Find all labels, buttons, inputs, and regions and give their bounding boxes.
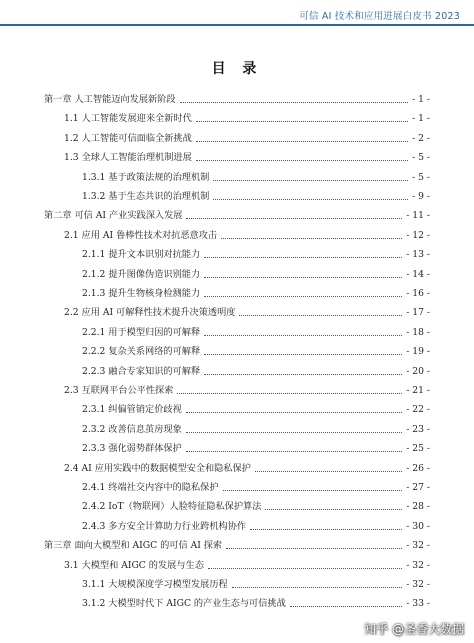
- watermark: 知乎 @圣香大数据: [364, 622, 464, 636]
- toc-entry[interactable]: [0, 556, 474, 572]
- toc-entry-label: 2.1.2 提升图像伪造识别能力: [82, 268, 201, 280]
- toc-entry[interactable]: [0, 187, 474, 203]
- toc-entry-page: - 32 -: [406, 559, 430, 571]
- toc-leader-dots: [177, 392, 402, 394]
- toc-entry[interactable]: [0, 497, 474, 513]
- toc-leader-dots: [232, 586, 403, 588]
- toc-leader-dots: [290, 605, 402, 607]
- toc-entry[interactable]: [0, 245, 474, 261]
- toc-entry[interactable]: [0, 439, 474, 455]
- toc-entry[interactable]: [0, 323, 474, 339]
- toc-entry-page: - 17 -: [406, 307, 430, 319]
- toc-entry-label: 2.1 应用 AI 鲁棒性技术对抗恶意攻击: [64, 229, 218, 241]
- toc-entry-page: - 18 -: [406, 326, 430, 338]
- toc-entry-label: 第三章 面向大模型和 AIGC 的可信 AI 探索: [44, 540, 223, 552]
- toc-entry-page: - 33 -: [406, 598, 430, 610]
- toc-entry[interactable]: [0, 206, 474, 222]
- toc-leader-dots: [186, 411, 402, 413]
- toc-entry[interactable]: [0, 342, 474, 358]
- toc-leader-dots: [186, 217, 402, 219]
- toc-entry-label: 第一章 人工智能迈向发展新阶段: [44, 94, 176, 105]
- toc-leader-dots: [213, 179, 408, 181]
- toc-entry[interactable]: [0, 129, 474, 145]
- toc-entry[interactable]: [0, 90, 474, 106]
- toc-entry-label: 2.1.3 提升生物核身检测能力: [82, 288, 201, 299]
- toc-entry-label: 3.1 大模型和 AIGC 的发展与生态: [64, 559, 204, 571]
- toc-entry-page: - 5 -: [412, 171, 430, 183]
- toc-entry-page: - 13 -: [406, 249, 430, 261]
- toc-entry-page: - 14 -: [406, 268, 430, 280]
- toc-entry-label: 2.4.3 多方安全计算助力行业跨机构协作: [82, 520, 247, 532]
- toc-entry-label: 2.2.3 融合专家知识的可解释: [82, 365, 201, 377]
- toc-leader-dots: [204, 353, 402, 355]
- toc-entry-page: - 19 -: [406, 346, 430, 358]
- toc-leader-dots: [208, 567, 402, 569]
- toc-leader-dots: [221, 237, 402, 239]
- toc-entry-label: 第二章 可信 AI 产业实践深入发展: [44, 210, 183, 222]
- toc-entry-page: - 20 -: [406, 365, 430, 377]
- toc-entry-label: 2.4.2 IoT（物联网）人脸特征隐私保护算法: [82, 501, 262, 513]
- toc-entry-page: - 5 -: [412, 152, 430, 164]
- toc-entry[interactable]: [0, 109, 474, 125]
- toc-entry-page: - 2 -: [412, 132, 430, 144]
- toc-entry-label: 2.3.3 强化弱势群体保护: [82, 443, 182, 455]
- toc-leader-dots: [239, 314, 402, 316]
- toc-entry[interactable]: [0, 381, 474, 397]
- toc-entry-page: - 21 -: [406, 385, 430, 396]
- toc-entry-page: - 28 -: [406, 501, 430, 513]
- toc-entry-page: - 23 -: [406, 423, 430, 435]
- toc-entry[interactable]: [0, 303, 474, 319]
- toc-entry-label: 2.4.1 终端社交内容中的隐私保护: [82, 482, 219, 493]
- toc-entry[interactable]: [0, 459, 474, 475]
- toc-entry[interactable]: [0, 594, 474, 610]
- toc-entry[interactable]: [0, 284, 474, 300]
- toc-leader-dots: [250, 528, 402, 530]
- toc-leader-dots: [180, 101, 409, 103]
- toc-entry-label: 1.3 全球人工智能治理机制进展: [64, 152, 192, 164]
- toc-entry[interactable]: [0, 168, 474, 184]
- toc-entry-label: 2.3.2 改善信息茧房现象: [82, 423, 182, 435]
- toc-leader-dots: [255, 470, 402, 472]
- toc-leader-dots: [213, 198, 408, 200]
- toc-entry[interactable]: [0, 420, 474, 436]
- toc-leader-dots: [196, 140, 408, 142]
- toc-entry-label: 2.2 应用 AI 可解释性技术提升决策透明度: [64, 307, 236, 319]
- toc-entry-page: - 16 -: [406, 288, 430, 299]
- toc-entry-page: - 30 -: [406, 520, 430, 532]
- header-divider: [0, 24, 474, 26]
- toc-entry[interactable]: [0, 362, 474, 378]
- toc-entry[interactable]: [0, 536, 474, 552]
- toc-entry-page: - 9 -: [412, 191, 430, 202]
- toc-entry-label: 2.3 互联网平台公平性探索: [64, 385, 174, 396]
- toc-entry-label: 2.4 AI 应用实践中的数据模型安全和隐私保护: [64, 462, 251, 474]
- toc-entry-label: 1.3.2 基于生态共识的治理机制: [82, 191, 210, 202]
- toc-entry-page: - 32 -: [406, 540, 430, 552]
- toc-leader-dots: [204, 334, 402, 336]
- toc-leader-dots: [196, 120, 408, 122]
- page-header: [0, 0, 474, 26]
- toc-entry-label: 2.3.1 纠偏管销定价歧视: [82, 404, 182, 416]
- toc-entry[interactable]: [0, 226, 474, 242]
- toc-entry-page: - 25 -: [406, 443, 430, 455]
- header-title: 可信 AI 技术和应用进展白皮书 2023: [299, 11, 460, 22]
- toc-entry-label: 1.1 人工智能发展迎来全新时代: [64, 113, 192, 125]
- toc-entry-page: - 22 -: [406, 404, 430, 416]
- toc-entry-page: - 12 -: [406, 229, 430, 241]
- toc-entry-page: - 11 -: [406, 210, 430, 222]
- toc-leader-dots: [223, 489, 403, 491]
- toc-leader-dots: [204, 276, 402, 278]
- toc-entry-page: - 26 -: [406, 462, 430, 474]
- toc-entry-label: 1.2 人工智能可信面临全新挑战: [64, 132, 192, 144]
- toc-entry-page: - 32 -: [406, 579, 430, 590]
- toc-entry[interactable]: [0, 265, 474, 281]
- page-title: 目 录: [211, 61, 263, 77]
- toc-entry[interactable]: [0, 400, 474, 416]
- toc-leader-dots: [226, 547, 402, 549]
- toc-leader-dots: [186, 431, 402, 433]
- toc-entry[interactable]: [0, 575, 474, 591]
- toc-entry-label: 3.1.2 大模型时代下 AIGC 的产业生态与可信挑战: [82, 598, 286, 610]
- toc-entry-label: 2.2.2 复杂关系网络的可解释: [82, 346, 201, 358]
- toc-leader-dots: [186, 450, 402, 452]
- toc-entry-label: 3.1.1 大规模深度学习模型发展历程: [82, 579, 228, 590]
- toc-leader-dots: [204, 373, 402, 375]
- toc-entry-label: 1.3.1 基于政策法规的治理机制: [82, 171, 210, 183]
- toc-entry[interactable]: [0, 148, 474, 164]
- toc-leader-dots: [204, 295, 402, 297]
- toc-entry-label: 2.1.1 提升文本识别对抗能力: [82, 249, 201, 261]
- toc-entry-page: - 1 -: [412, 113, 430, 125]
- toc-leader-dots: [204, 256, 402, 258]
- toc-leader-dots: [196, 159, 408, 161]
- toc-entry[interactable]: [0, 517, 474, 533]
- toc-leader-dots: [265, 508, 402, 510]
- toc-entry[interactable]: [0, 478, 474, 494]
- toc-entry-label: 2.2.1 用于模型归因的可解释: [82, 326, 201, 338]
- toc-entry-page: - 1 -: [412, 94, 430, 105]
- toc-entry-page: - 27 -: [406, 482, 430, 493]
